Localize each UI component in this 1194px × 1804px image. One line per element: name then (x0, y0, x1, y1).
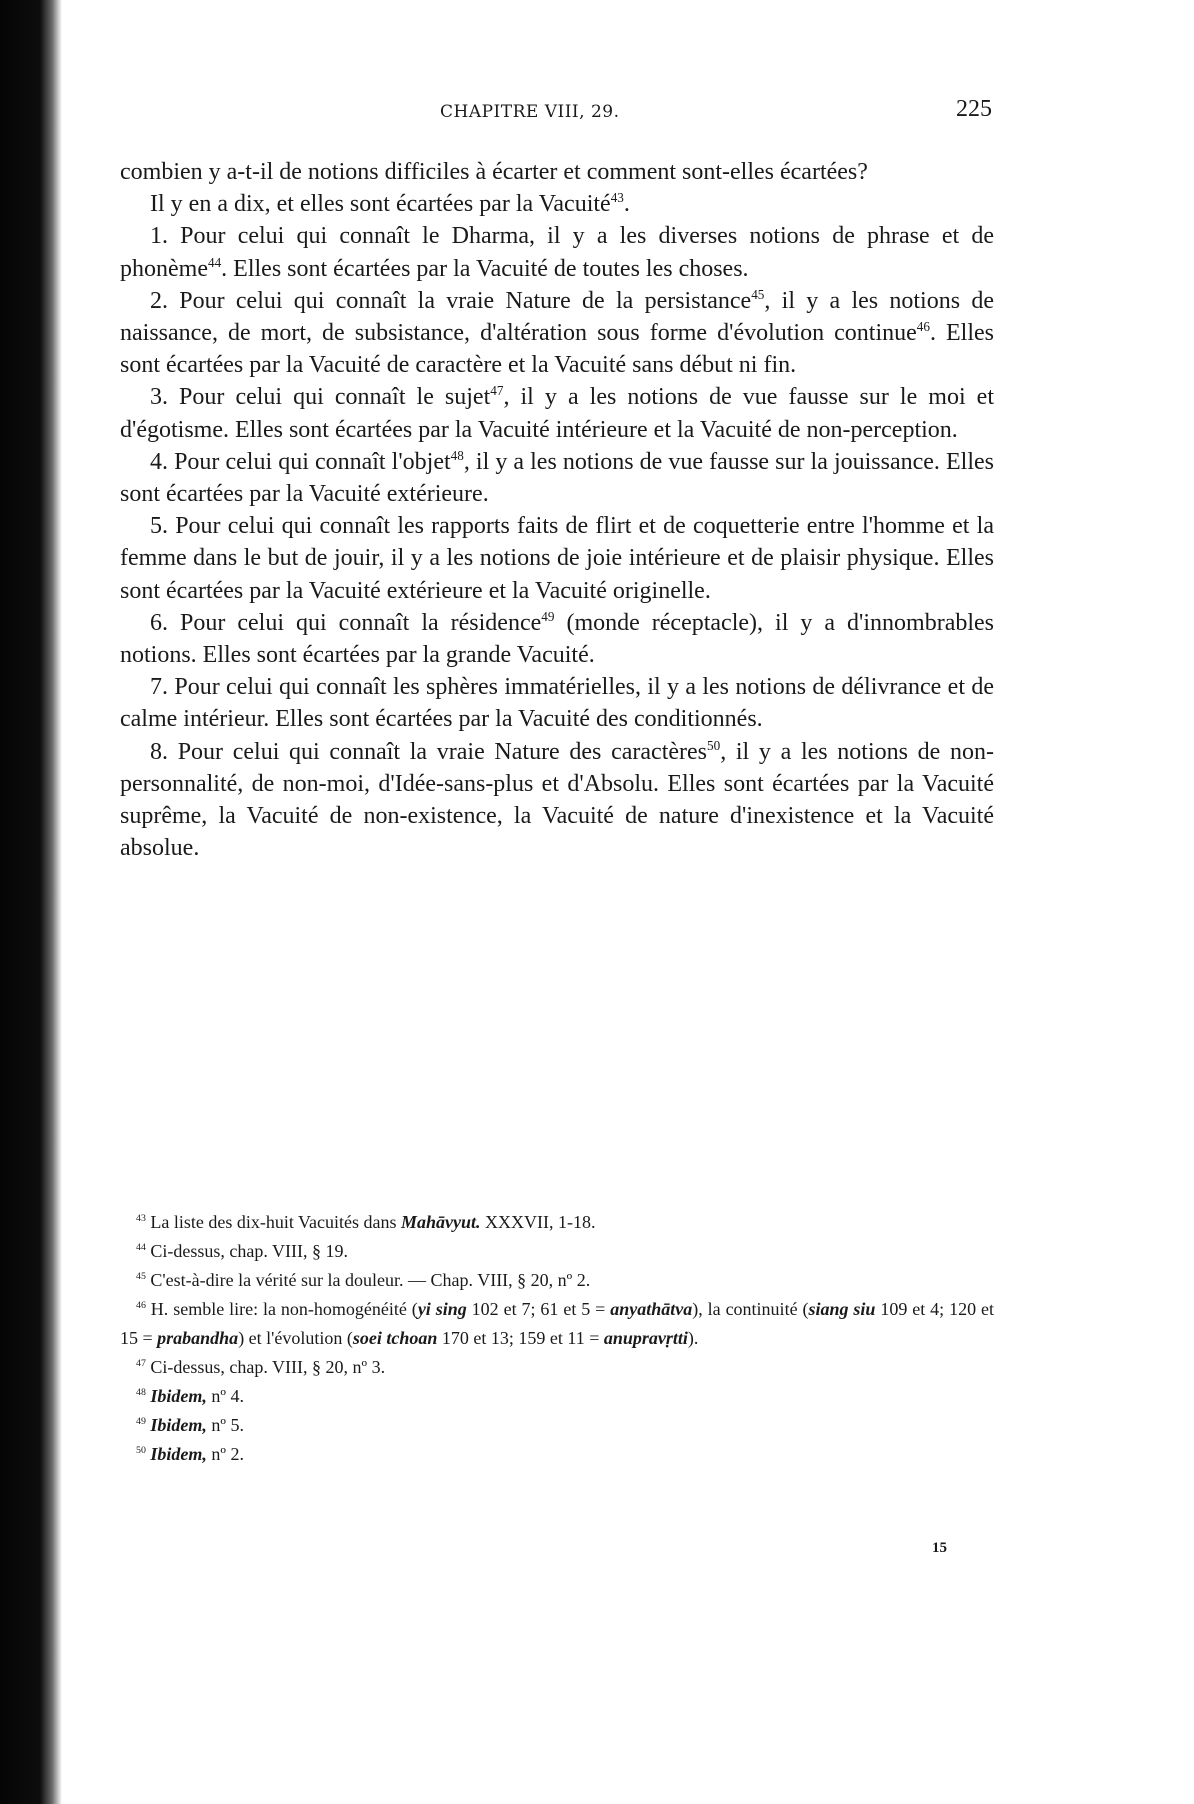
chapter-title: CHAPITRE VIII, 29. (440, 102, 620, 122)
paragraph-text: . Elles sont écartées par la Vacuité de caractère et la Vacuité sans début ni fin. (120, 320, 994, 379)
paragraph (120, 381, 994, 445)
paragraph-text: , il y a les notions de vue fausse sur le moi et d'égotisme. Elles sont écartées par la Vacuité intérieure et la Vacuité de non-perception. (120, 384, 995, 443)
italic-text: Mahāvyut. (401, 1212, 481, 1232)
italic-text: anyathātva (610, 1299, 693, 1319)
footnote-text: nº 4. (206, 1386, 244, 1406)
paragraph (120, 510, 994, 607)
footnote (120, 1440, 994, 1469)
footnote-text: Ci-dessus, chap. VIII, § 19. (145, 1241, 349, 1261)
paragraph (120, 156, 994, 188)
footnote (120, 1208, 994, 1237)
paragraph-text: , il y a les notions de non-personnalité, de non-moi, d'Idée-sans-plus et d'Absolu. Elles sont écartées par la Vacuité suprême, la Vacuité de non-existence, la Vacuité de nature d'inexistence et la Vacuité absolue. (120, 738, 994, 862)
footnote-text: 109 et 4; 120 et 15 = (120, 1299, 994, 1348)
paragraph-text: combien y a-t-il de notions difficiles à écarter et comment sont-elles écartées? (120, 159, 868, 185)
paragraph-text: 5. Pour celui qui connaît les rapports faits de flirt et de coquetterie entre l'homme et la femme dans le but de jouir, il y a les notions de joie intérieure et de plaisir physique. Elles sont écartées par la Vacuité extérieure et la Vacuité originelle. (120, 513, 994, 604)
footnote-ref: 50 (136, 1445, 146, 1456)
italic-text: siang siu (808, 1299, 876, 1319)
footnote-text: 170 et 13; 159 et 11 = (437, 1328, 604, 1348)
running-header (120, 96, 1004, 132)
paragraph-text: Il y en a dix, et elles sont écartées par la Vacuité (150, 191, 611, 218)
footnote-ref: 47 (136, 1358, 146, 1369)
paragraph-text: , il y a les notions de vue fausse sur la jouissance. Elles sont écartées par la Vacuité extérieure. (120, 448, 994, 508)
footnote-ref: 47 (490, 383, 504, 399)
paragraph (120, 285, 994, 382)
footnote-ref: 44 (136, 1242, 146, 1253)
footnote-ref: 43 (610, 190, 624, 206)
paragraph-text: (monde réceptacle), il y a d'innombrables notions. Elles sont écartées par la grande Vacuité. (120, 609, 994, 669)
paragraph-text: 6. Pour celui qui connaît la résidence (150, 609, 542, 636)
paragraph (120, 188, 994, 220)
footnote-text: ). (687, 1328, 699, 1348)
body-text (120, 156, 994, 864)
paragraph-text: 1. Pour celui qui connaît le Dharma, il y a les diverses notions de phrase et de phonème (120, 223, 994, 282)
footnote-ref: 48 (450, 447, 464, 463)
paragraph (120, 607, 994, 671)
footnote-ref: 45 (751, 286, 765, 302)
footnote-text: La liste des dix-huit Vacuités dans (145, 1212, 401, 1232)
footnote-ref: 49 (541, 608, 555, 624)
footnotes (120, 1208, 994, 1469)
footnote-text: C'est-à-dire la vérité sur la douleur. — Chap. VIII, § 20, nº 2. (145, 1270, 591, 1290)
italic-text: yi sing (417, 1299, 467, 1319)
footnote (120, 1353, 994, 1382)
footnote-ref: 46 (136, 1300, 146, 1311)
paragraph-text: 3. Pour celui qui connaît le sujet (150, 384, 491, 411)
footnote-text: XXXVII, 1-18. (480, 1212, 596, 1232)
paragraph-text: 4. Pour celui qui connaît l'objet (150, 448, 451, 475)
footnote (120, 1411, 994, 1440)
footnote (120, 1266, 994, 1295)
footnote (120, 1295, 994, 1353)
footnote-ref: 50 (707, 737, 721, 753)
italic-text: Ibidem, (145, 1386, 207, 1406)
footnote-ref: 46 (916, 319, 930, 335)
scan-edge (0, 0, 62, 1804)
signature-mark: 15 (932, 1540, 947, 1556)
italic-text: prabandha (157, 1328, 239, 1348)
paragraph (120, 736, 994, 865)
footnote-text: nº 5. (206, 1415, 244, 1435)
paragraph-text: 7. Pour celui qui connaît les sphères immatérielles, il y a les notions de délivrance et de calme intérieur. Elles sont écartées par la Vacuité des conditionnés. (120, 674, 994, 733)
paragraph-text: 2. Pour celui qui connaît la vraie Nature de la persistance (150, 287, 752, 314)
italic-text: anupravṛtti (603, 1328, 688, 1348)
footnote-ref: 48 (136, 1387, 146, 1398)
footnote-ref: 44 (207, 254, 222, 270)
footnote-text: H. semble lire: la non-homogénéité ( (145, 1299, 418, 1319)
footnote-text: ), la continuité ( (692, 1299, 809, 1319)
paragraph-text: , il y a les notions de naissance, de mort, de subsistance, d'altération sous forme d'évolution continue (120, 287, 994, 347)
footnote-text: nº 2. (206, 1444, 244, 1464)
footnote-ref: 45 (136, 1271, 146, 1282)
paragraph (120, 446, 994, 510)
footnote (120, 1382, 994, 1411)
page-number: 225 (956, 96, 992, 122)
footnote-text: Ci-dessus, chap. VIII, § 20, nº 3. (145, 1357, 386, 1377)
paragraph-text: . Elles sont écartées par la Vacuité de toutes les choses. (221, 255, 749, 282)
italic-text: soei tchoan (352, 1328, 438, 1348)
paragraph-text: . (623, 191, 630, 218)
paragraph-text: 8. Pour celui qui connaît la vraie Nature des caractères (150, 738, 707, 765)
paragraph (120, 671, 994, 735)
paragraph (120, 220, 994, 284)
italic-text: Ibidem, (145, 1444, 207, 1464)
footnote-ref: 49 (136, 1416, 146, 1427)
footnote-text: 102 et 7; 61 et 5 = (466, 1299, 611, 1319)
italic-text: Ibidem, (145, 1415, 207, 1435)
footnote (120, 1237, 994, 1266)
footnote-ref: 43 (136, 1213, 146, 1224)
footnote-text: ) et l'évolution ( (238, 1328, 353, 1348)
